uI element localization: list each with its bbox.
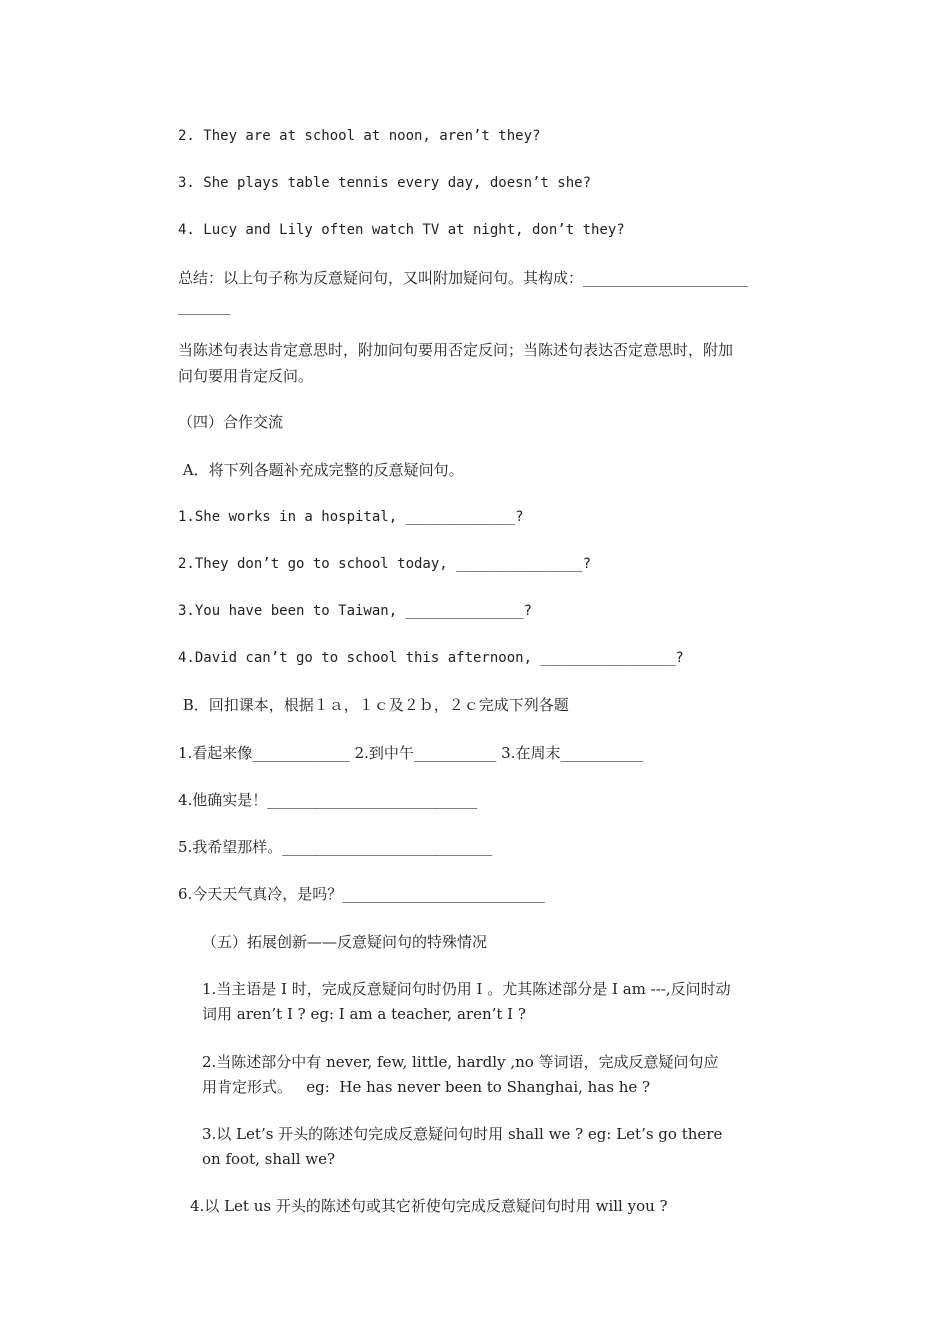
- section-a-heading: A．将下列各题补充成完整的反意疑问句。: [178, 461, 464, 479]
- exercise-b5: 5.我希望那样。____________________________: [178, 838, 493, 856]
- special-case-2-line-2: 用肯定形式。 eg: He has never been to Shanghai, has he ?: [202, 1078, 651, 1096]
- example-line-4: 4. Lucy and Lily often watch TV at night, don’t they?: [178, 222, 625, 238]
- rule-line-1: 当陈述句表达肯定意思时，附加问句要用否定反问；当陈述句表达否定意思时，附加: [178, 341, 734, 359]
- example-line-2: 2. They are at school at noon, aren’t they?: [178, 128, 541, 144]
- summary-line-1: 总结：以上句子称为反意疑问句，又叫附加疑问句。其构成：______________________: [178, 269, 749, 287]
- section-five-heading: （五）拓展创新——反意疑问句的特殊情况: [202, 933, 488, 951]
- exercise-a1: 1.She works in a hospital, _____________?: [178, 509, 524, 525]
- exercise-b1-3: 1.看起来像_____________ 2.到中午___________ 3.在周末___________: [178, 744, 643, 762]
- special-case-2-line-1: 2.当陈述部分中有 never, few, little, hardly ,no 等词语，完成反意疑问句应: [202, 1053, 719, 1071]
- special-case-3-line-1: 3.以 Let’s 开头的陈述句完成反意疑问句时用 shall we ? eg: Let’s go there: [202, 1125, 723, 1143]
- special-case-1-line-1: 1.当主语是 I 时，完成反意疑问句时仍用 I 。尤其陈述部分是 I am ---,反问时动: [202, 980, 731, 998]
- exercise-b4: 4.他确实是！____________________________: [178, 791, 478, 809]
- exercise-a4: 4.David can’t go to school this afternoon, ________________?: [178, 650, 684, 666]
- exercise-a3: 3.You have been to Taiwan, ______________?: [178, 603, 533, 619]
- special-case-1-line-2: 词用 aren’t I ? eg: I am a teacher, aren’t I ?: [202, 1005, 526, 1023]
- summary-line-2: _______: [178, 297, 231, 315]
- section-b-heading: B．回扣课本，根据１ａ，１ｃ及２ｂ，２ｃ完成下列各题: [178, 696, 569, 714]
- example-line-3: 3. She plays table tennis every day, doesn’t she?: [178, 175, 592, 191]
- section-four-heading: （四）合作交流: [178, 413, 284, 431]
- exercise-b6: 6.今天天气真冷，是吗？___________________________: [178, 885, 545, 903]
- rule-line-2: 问句要用肯定反问。: [178, 367, 314, 385]
- special-case-4: 4.以 Let us 开头的陈述句或其它祈使句完成反意疑问句时用 will you ?: [190, 1197, 668, 1215]
- special-case-3-line-2: on foot, shall we?: [202, 1150, 336, 1168]
- exercise-a2: 2.They don’t go to school today, _______________?: [178, 556, 592, 572]
